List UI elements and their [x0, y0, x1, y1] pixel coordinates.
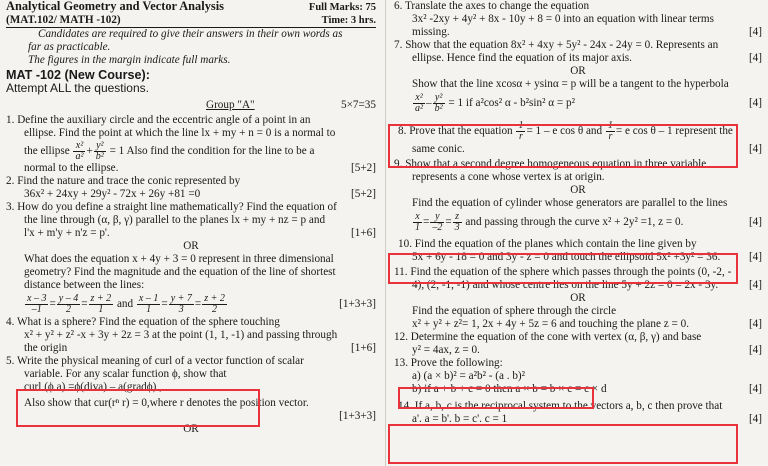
- question-10: 5x + 6y - 18 = 0 and 3y - z = 0 and touch the ellipsoid 5x² +3y² = 36.: [412, 251, 721, 263]
- marks: [4]: [748, 318, 762, 330]
- marks: [4]: [748, 413, 762, 425]
- question-3: l'x + m'y + n'z = p'.: [24, 227, 110, 239]
- question-14: 14. If a, b, c is the reciprocal system to the vectors a, b, c then prove that: [398, 400, 723, 412]
- right-column: [386, 0, 768, 466]
- question-9: represents a cone whose vertex is at origin.: [412, 171, 605, 183]
- question-7-or: Show that the line xcosα + ysinα = p will be a tangent to the hyperbola: [412, 78, 729, 90]
- group-heading: Group "A": [206, 99, 255, 111]
- marks: [4]: [748, 97, 762, 109]
- exam-header: [6, 0, 376, 28]
- attempt-instruction: Attempt ALL the questions.: [6, 82, 149, 95]
- question-4: 4. What is a sphere? Find the equation of the sphere touching: [6, 316, 280, 328]
- question-11: 4), (2, -1, -1) and whose centre lies on the line 5y + 2z = 0 = 2x - 3y.: [412, 279, 719, 291]
- or-label: OR: [570, 292, 586, 304]
- question-2: 2. Find the nature and trace the conic represented by: [6, 175, 241, 187]
- course-code: (MAT.102/ MATH -102): [6, 14, 121, 26]
- or-label: OR: [570, 65, 586, 77]
- question-1: normal to the ellipse.: [24, 162, 119, 174]
- group-marks: 5×7=35: [341, 99, 376, 111]
- question-6: missing.: [412, 26, 450, 38]
- instruction-line: Candidates are required to give their answers in their own words as: [38, 28, 343, 40]
- marks: [4]: [748, 216, 762, 228]
- question-3-or: distance between the lines:: [24, 279, 145, 291]
- question-13-a: a) (a × b)² = a²b² - (a . b)²: [412, 370, 526, 382]
- or-label: OR: [183, 423, 199, 435]
- question-3-or: geometry? Find the magnitude and the equation of the line of shortest: [24, 266, 336, 278]
- marks: [4]: [748, 251, 762, 263]
- question-4: the origin: [24, 342, 68, 354]
- question-3: the line through (α, β, γ) parallel to the planes lx + my + nz = p and: [24, 214, 326, 226]
- question-7: 7. Show that the equation 8x² + 4xy + 5y² - 24x - 24y = 0. Represents an: [394, 39, 719, 51]
- question-11-or: x² + y² + z²= 1, 2x + 4y + 5z = 6 and touching the plane z = 0.: [412, 318, 689, 330]
- marks: [1+6]: [351, 227, 376, 239]
- instruction-line: The figures in the margin indicate full marks.: [28, 54, 231, 66]
- question-7: ellipse. Hence find the equation of its major axis.: [412, 52, 632, 64]
- question-14: a'. a = b'. b = c'. c = 1: [412, 413, 508, 425]
- marks: [4]: [748, 52, 762, 64]
- question-8: same conic.: [412, 143, 465, 155]
- cylinder-equation: $\frac{x}{1}$ = $\frac{y}{-2}$ = $\frac{z}{3}$ and passing through the curve x² + 2y² =1, z = 0.: [415, 210, 684, 233]
- question-3: 3. How do you define a straight line mathematically? Find the equation of: [6, 201, 337, 213]
- line-equations: $\frac{x - 3}{-1}$ = $\frac{y - 4}{2}$ = $\frac{z + 2}{1}$ and $\frac{x - 1}{1}$ = $\frac{y + 7}{3}$ = $\frac{z + 2}{2}$: [27, 292, 225, 315]
- question-3-or: What does the equation x + 4y + 3 = 0 represent in three dimensional: [24, 253, 334, 265]
- highlight-box: [388, 424, 738, 464]
- question-9-or: Find the equation of cylinder whose generators are parallel to the lines: [412, 197, 728, 209]
- question-11-or: Find the equation of sphere through the circle: [412, 305, 617, 317]
- marks: [1+6]: [351, 342, 376, 354]
- marks: [4]: [748, 26, 762, 38]
- marks: [5+2]: [351, 162, 376, 174]
- exam-title: Analytical Geometry and Vector Analysis: [6, 0, 224, 13]
- question-5: Also show that cur(rⁿ r) = 0,where r denotes the position vector.: [24, 397, 309, 409]
- question-12: 12. Determine the equation of the cone with vertex (α, β, γ) and base: [394, 331, 702, 343]
- marks: [4]: [748, 279, 762, 291]
- marks: [4]: [748, 383, 762, 395]
- instruction-line: far as practicable.: [28, 41, 111, 53]
- question-13: 13. Prove the following:: [394, 357, 503, 369]
- question-5: 5. Write the physical meaning of curl of a vector function of scalar: [6, 355, 304, 367]
- question-1: ellipse. Find the point at which the line lx + my + n = 0 is a normal to: [24, 127, 336, 139]
- marks: [1+3+3]: [339, 410, 376, 422]
- question-12: y² = 4ax, z = 0.: [412, 344, 480, 356]
- question-8: 8. Prove that the equation $\frac{1}{r}$ = 1 – e cos θ and $\frac{1}{r}$ = e cos θ – 1 represent the: [398, 119, 733, 142]
- exam-time: Time: 3 hrs.: [321, 15, 376, 26]
- question-5: variable. For any scalar function ϕ, show that: [24, 368, 227, 380]
- question-13-b: b) if a + b + c = 0 then a × b = b × c = c × d: [412, 383, 607, 395]
- question-4: x² + y² + z² -x + 3y + 2z = 3 at the point (1, 1, -1) and passing through: [24, 329, 338, 341]
- hyperbola-equation: $\frac{\text{x²}}{\text{a²}}$ – $\frac{\text{y²}}{\text{b²}}$ = 1 if a²cos² α - b²sin² α = p²: [415, 91, 575, 114]
- or-label: OR: [570, 184, 586, 196]
- full-marks: Full Marks: 75: [308, 2, 376, 13]
- question-9: 9. Show that a second degree homogeneous equation in three variable: [394, 158, 707, 170]
- question-2-equation: 36x² + 24xy + 29y² - 72x + 26y +81 =0: [24, 188, 201, 200]
- marks: [5+2]: [351, 188, 376, 200]
- question-1: 1. Define the auxiliary circle and the eccentric angle of a point in an: [6, 114, 311, 126]
- course-heading: MAT -102 (New Course):: [6, 69, 150, 82]
- question-6: 3x² -2xy + 4y² + 8x - 10y + 8 = 0 into an equation with linear terms: [412, 13, 714, 25]
- marks: [4]: [748, 344, 762, 356]
- marks: [4]: [748, 143, 762, 155]
- fraction: $\frac{\text{y²}}{\text{b²}}$: [95, 140, 104, 162]
- question-11: 11. Find the equation of the sphere which passes through the points (0, -2, -: [394, 266, 732, 278]
- question-6: 6. Translate the axes to change the equation: [394, 0, 590, 12]
- fraction: $\frac{\text{x²}}{\text{a²}}$: [75, 140, 84, 162]
- question-5: curl (ϕ a) =ϕ(diva) – a(gradϕ) ,: [24, 381, 162, 393]
- marks: [1+3+3]: [339, 298, 376, 310]
- or-label: OR: [183, 240, 199, 252]
- question-1-equation: the ellipse $\frac{\text{x²}}{\text{a²}}$ + $\frac{\text{y²}}{\text{b²}}$ = 1 Also find the condition for the line to be a: [24, 140, 315, 162]
- question-10: 10. Find the equation of the planes which contain the line given by: [398, 238, 697, 250]
